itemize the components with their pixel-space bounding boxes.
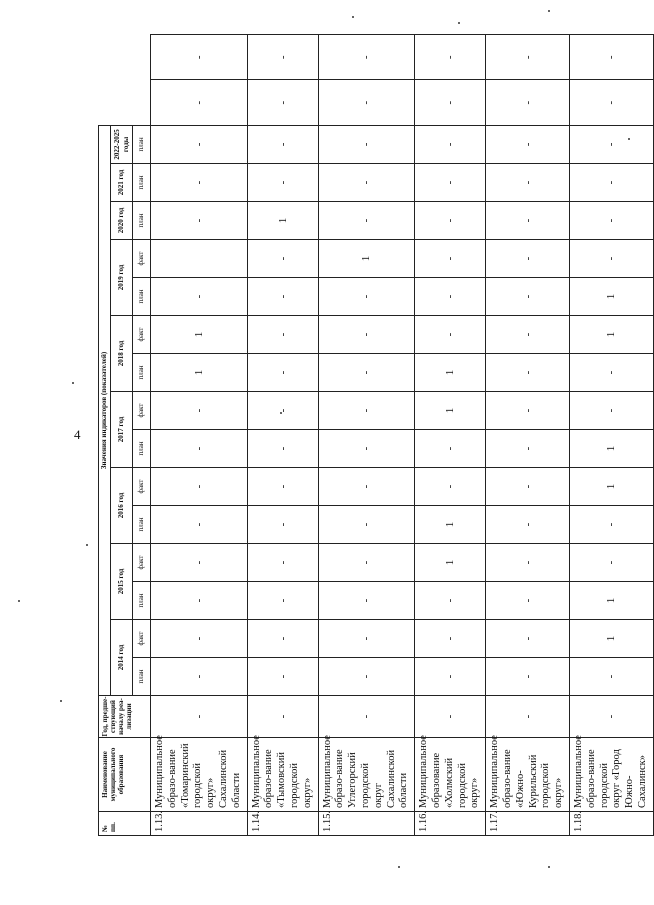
indicator-value: - [151, 430, 248, 468]
indicator-value [151, 240, 248, 278]
header-plan: план [133, 506, 151, 544]
row-number: 1.17. [486, 812, 570, 836]
indicator-value: - [318, 658, 415, 696]
indicator-value: - [415, 316, 486, 354]
indicator-value: - [569, 544, 653, 582]
header-fact: факт [133, 620, 151, 658]
indicator-value: - [318, 202, 415, 240]
page-number: 4 [74, 427, 81, 442]
indicator-value: 1 [415, 544, 486, 582]
indicator-value: 1 [569, 430, 653, 468]
indicator-value: - [486, 620, 570, 658]
indicators-table-wrapper [98, 34, 648, 836]
indicator-value: - [569, 80, 653, 125]
indicator-value: - [318, 164, 415, 202]
indicator-value: - [151, 506, 248, 544]
indicator-value: - [486, 278, 570, 316]
indicator-value: - [247, 620, 318, 658]
indicator-value: - [415, 240, 486, 278]
indicator-value: - [318, 316, 415, 354]
indicator-value: - [318, 125, 415, 163]
municipality-name: Муниципальное образо-вание городской округ «Город Южно-Сахалинск» [569, 738, 653, 812]
indicator-value: - [247, 468, 318, 506]
indicator-value: - [247, 316, 318, 354]
scan-speck [60, 700, 62, 702]
indicator-value: - [415, 430, 486, 468]
header-fact: факт [133, 240, 151, 278]
table-row [415, 35, 486, 836]
indicator-value: - [415, 582, 486, 620]
indicator-value: - [247, 125, 318, 163]
indicator-value: - [318, 544, 415, 582]
indicator-value: - [415, 658, 486, 696]
indicator-value: - [486, 80, 570, 125]
scan-speck [548, 866, 550, 868]
indicator-value: - [415, 202, 486, 240]
header-year: 2016 год [111, 468, 133, 544]
header-plan: план [133, 658, 151, 696]
table-row [318, 35, 415, 836]
indicator-value: - [569, 354, 653, 392]
indicator-value: - [415, 278, 486, 316]
indicator-value: - [318, 506, 415, 544]
indicator-value: - [318, 620, 415, 658]
indicator-value: - [247, 35, 318, 80]
indicator-value: - [151, 620, 248, 658]
municipality-name: Муниципальное образо-вание Углегорский городской округ Сахалинской области [318, 738, 415, 812]
header-year: 2019 год [111, 240, 133, 316]
start-year-value: - [318, 696, 415, 738]
header-start-year: Год, предше-ствующий началу реа-лизации [99, 696, 151, 738]
start-year-value: - [151, 696, 248, 738]
indicator-value: - [247, 430, 318, 468]
indicator-value: - [151, 582, 248, 620]
header-plan: план [133, 354, 151, 392]
indicator-value: - [486, 35, 570, 80]
indicator-value: - [569, 202, 653, 240]
scan-speck [18, 600, 20, 602]
indicator-value: - [569, 392, 653, 430]
indicator-value: - [318, 35, 415, 80]
indicator-value: - [247, 278, 318, 316]
indicator-value: - [247, 658, 318, 696]
header-num: № пп. [99, 812, 151, 836]
indicator-value: 1 [569, 316, 653, 354]
indicator-value: 1 [415, 506, 486, 544]
indicator-value: - [415, 125, 486, 163]
indicator-value: - [486, 658, 570, 696]
indicator-value: - [247, 392, 318, 430]
indicator-value: - [569, 506, 653, 544]
indicator-value: - [486, 316, 570, 354]
row-number: 1.14. [247, 812, 318, 836]
indicator-value: - [151, 392, 248, 430]
indicator-value: - [151, 35, 248, 80]
indicator-value: - [486, 125, 570, 163]
municipality-name: Муниципальное образо-вание «Томаринский городской округ» Сахалинской области [151, 738, 248, 812]
indicator-value: 1 [151, 354, 248, 392]
header-year: 2014 год [111, 620, 133, 696]
indicator-value: 1 [569, 278, 653, 316]
indicator-value: 1 [247, 202, 318, 240]
indicator-value: - [415, 620, 486, 658]
indicator-value: - [151, 125, 248, 163]
header-plan: план [133, 125, 151, 163]
indicator-value: - [486, 468, 570, 506]
header-row [99, 35, 111, 836]
indicator-value: - [151, 544, 248, 582]
indicator-value: - [318, 468, 415, 506]
indicator-value: - [151, 278, 248, 316]
indicator-value: - [569, 164, 653, 202]
start-year-value: - [415, 696, 486, 738]
indicator-value: - [486, 240, 570, 278]
indicator-value: 1 [415, 354, 486, 392]
indicator-value: 1 [569, 468, 653, 506]
indicator-value: - [569, 658, 653, 696]
scan-speck [398, 866, 400, 868]
row-number: 1.15. [318, 812, 415, 836]
indicator-value: - [247, 354, 318, 392]
indicator-value: - [318, 582, 415, 620]
scan-speck [86, 544, 88, 546]
indicator-value: - [151, 80, 248, 125]
indicator-value: - [151, 468, 248, 506]
scan-speck [72, 382, 74, 384]
start-year-value: - [247, 696, 318, 738]
header-fact: факт [133, 316, 151, 354]
indicator-value: 1 [151, 316, 248, 354]
row-number: 1.13. [151, 812, 248, 836]
indicator-value: - [415, 80, 486, 125]
indicator-value: - [247, 164, 318, 202]
indicator-value: - [247, 240, 318, 278]
table-row [151, 35, 248, 836]
start-year-value: - [569, 696, 653, 738]
indicator-value: - [318, 278, 415, 316]
header-plan: план [133, 278, 151, 316]
row-number: 1.16. [415, 812, 486, 836]
indicator-value: - [486, 354, 570, 392]
indicator-value: - [486, 544, 570, 582]
indicator-value: - [415, 35, 486, 80]
header-year: 2015 год [111, 544, 133, 620]
indicator-value: - [486, 430, 570, 468]
indicator-value: - [151, 658, 248, 696]
scan-speck [548, 10, 550, 12]
municipality-name: Муниципальное образо-вание «Южно-Курильский городской округ» [486, 738, 570, 812]
indicator-value: - [486, 582, 570, 620]
header-name: Наименование муниципального образования [99, 738, 151, 812]
indicator-value: - [415, 164, 486, 202]
indicator-value: - [318, 80, 415, 125]
indicator-value: - [247, 582, 318, 620]
municipality-name: Муниципальное образо-вание «Тымовский городской округ» [247, 738, 318, 812]
header-plan: план [133, 202, 151, 240]
indicator-value: - [415, 468, 486, 506]
header-year: 2017 год [111, 392, 133, 468]
indicator-value: - [569, 125, 653, 163]
table-row [569, 35, 653, 836]
indicator-value: - [247, 544, 318, 582]
header-fact: факт [133, 392, 151, 430]
indicator-value: - [486, 392, 570, 430]
municipality-name: Муниципальное образование «Холмский городской округ» [415, 738, 486, 812]
header-year: 2018 год [111, 316, 133, 392]
scan-speck [458, 22, 460, 24]
indicator-value: - [247, 80, 318, 125]
indicator-value: - [569, 240, 653, 278]
start-year-value: - [486, 696, 570, 738]
indicator-value: - [247, 506, 318, 544]
indicator-value: - [486, 202, 570, 240]
table-row [247, 35, 318, 836]
header-plan: план [133, 430, 151, 468]
indicator-value: - [486, 164, 570, 202]
indicator-value: 1 [569, 582, 653, 620]
header-year-plan: 2020 год [111, 202, 133, 240]
indicator-value: - [151, 164, 248, 202]
indicator-value: 1 [318, 240, 415, 278]
header-year-plan: 2021 год [111, 164, 133, 202]
indicators-table [98, 34, 654, 836]
indicator-value: 1 [415, 392, 486, 430]
header-fact: факт [133, 544, 151, 582]
table-row [486, 35, 570, 836]
indicator-value: - [318, 430, 415, 468]
indicator-value: - [486, 506, 570, 544]
header-fact: факт [133, 468, 151, 506]
header-plan: план [133, 164, 151, 202]
indicator-value: 1 [569, 620, 653, 658]
header-indicators: Значения индикаторов (показателей) [99, 125, 111, 695]
row-number: 1.18. [569, 812, 653, 836]
header-year-plan: 2022-2025 годы [111, 125, 133, 163]
scan-speck [352, 16, 354, 18]
indicator-value: - [318, 354, 415, 392]
header-plan: план [133, 582, 151, 620]
indicator-value: - [318, 392, 415, 430]
indicator-value: - [151, 202, 248, 240]
indicator-value: - [569, 35, 653, 80]
